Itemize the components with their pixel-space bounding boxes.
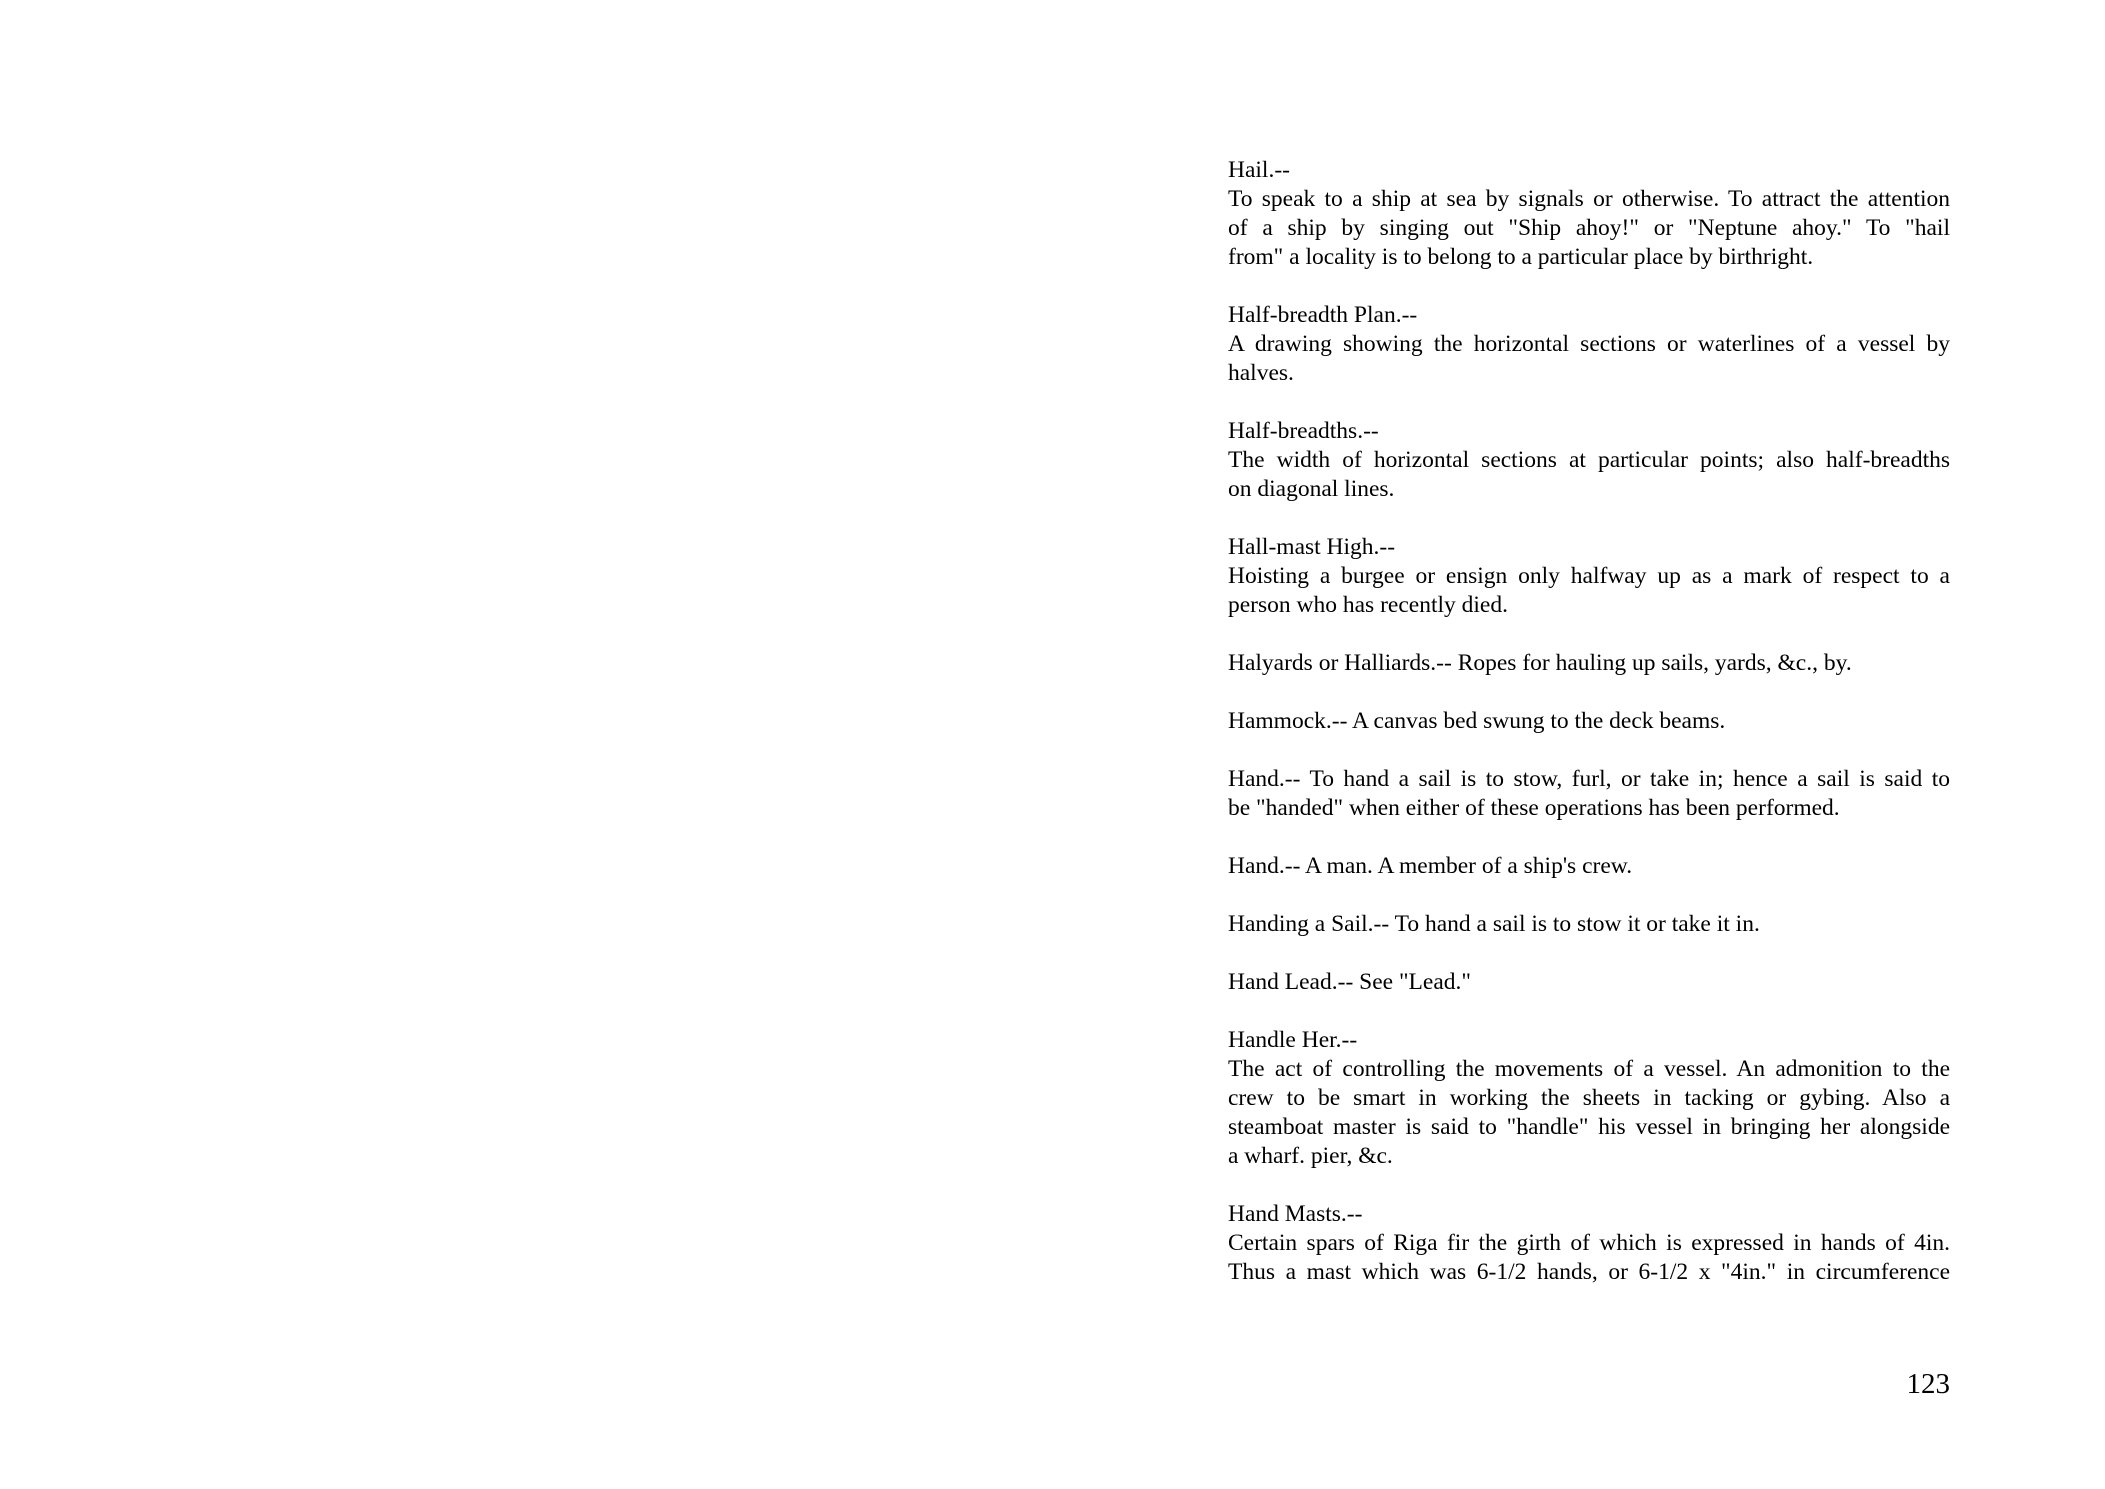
entry-line: Hoisting a burgee or ensign only halfway up as a mark of respect to a	[1228, 563, 1950, 589]
entry-line: The width of horizontal sections at particular points; also half-breadths	[1228, 447, 1950, 473]
glossary-entry	[1228, 417, 1950, 504]
entry-line: Hand.-- A man. A member of a ship's crew.	[1228, 853, 1633, 879]
glossary-entry	[1228, 968, 1950, 997]
entry-term: Hail.--	[1228, 157, 1290, 183]
entry-term: Hall-mast High.--	[1228, 534, 1396, 560]
entry-line: A drawing showing the horizontal sections or waterlines of a vessel by	[1228, 331, 1950, 357]
page-number: 123	[1906, 1368, 1950, 1400]
glossary-entry	[1228, 707, 1950, 736]
entry-line: Certain spars of Riga fir the girth of which is expressed in hands of 4in.	[1228, 1230, 1950, 1256]
entry-line: a wharf. pier, &c.	[1228, 1143, 1393, 1169]
glossary-entry	[1228, 1026, 1950, 1171]
text-column	[1228, 156, 1950, 1287]
entry-line: from" a locality is to belong to a particular place by birthright.	[1228, 244, 1814, 270]
entry-line: person who has recently died.	[1228, 592, 1508, 618]
glossary-entry	[1228, 852, 1950, 881]
entry-line: Handing a Sail.-- To hand a sail is to stow it or take it in.	[1228, 911, 1760, 937]
entry-line: Thus a mast which was 6-1/2 hands, or 6-1/2 x "4in." in circumference	[1228, 1259, 1950, 1285]
glossary-entry	[1228, 765, 1950, 823]
glossary-entry	[1228, 301, 1950, 388]
glossary-entry	[1228, 1200, 1950, 1287]
glossary-entry	[1228, 156, 1950, 272]
glossary-entry	[1228, 910, 1950, 939]
entry-line: To speak to a ship at sea by signals or otherwise. To attract the attention	[1228, 186, 1950, 212]
entry-term: Handle Her.--	[1228, 1027, 1358, 1053]
entry-line: halves.	[1228, 360, 1294, 386]
glossary-entry	[1228, 649, 1950, 678]
entry-line: Hammock.-- A canvas bed swung to the deck beams.	[1228, 708, 1726, 734]
entry-line: crew to be smart in working the sheets in tacking or gybing. Also a	[1228, 1085, 1950, 1111]
entry-line: Hand.-- To hand a sail is to stow, furl, or take in; hence a sail is said to	[1228, 766, 1950, 792]
entry-line: The act of controlling the movements of a vessel. An admonition to the	[1228, 1056, 1950, 1082]
entry-line: Halyards or Halliards.-- Ropes for hauling up sails, yards, &c., by.	[1228, 650, 1852, 676]
glossary-entry	[1228, 533, 1950, 620]
entry-line: of a ship by singing out "Ship ahoy!" or "Neptune ahoy." To "hail	[1228, 215, 1950, 241]
entry-line: Hand Lead.-- See "Lead."	[1228, 969, 1471, 995]
entry-term: Hand Masts.--	[1228, 1201, 1363, 1227]
entry-line: on diagonal lines.	[1228, 476, 1395, 502]
entry-line: be "handed" when either of these operations has been performed.	[1228, 795, 1840, 821]
entry-line: steamboat master is said to "handle" his vessel in bringing her alongside	[1228, 1114, 1950, 1140]
entry-term: Half-breadth Plan.--	[1228, 302, 1418, 328]
entry-term: Half-breadths.--	[1228, 418, 1379, 444]
